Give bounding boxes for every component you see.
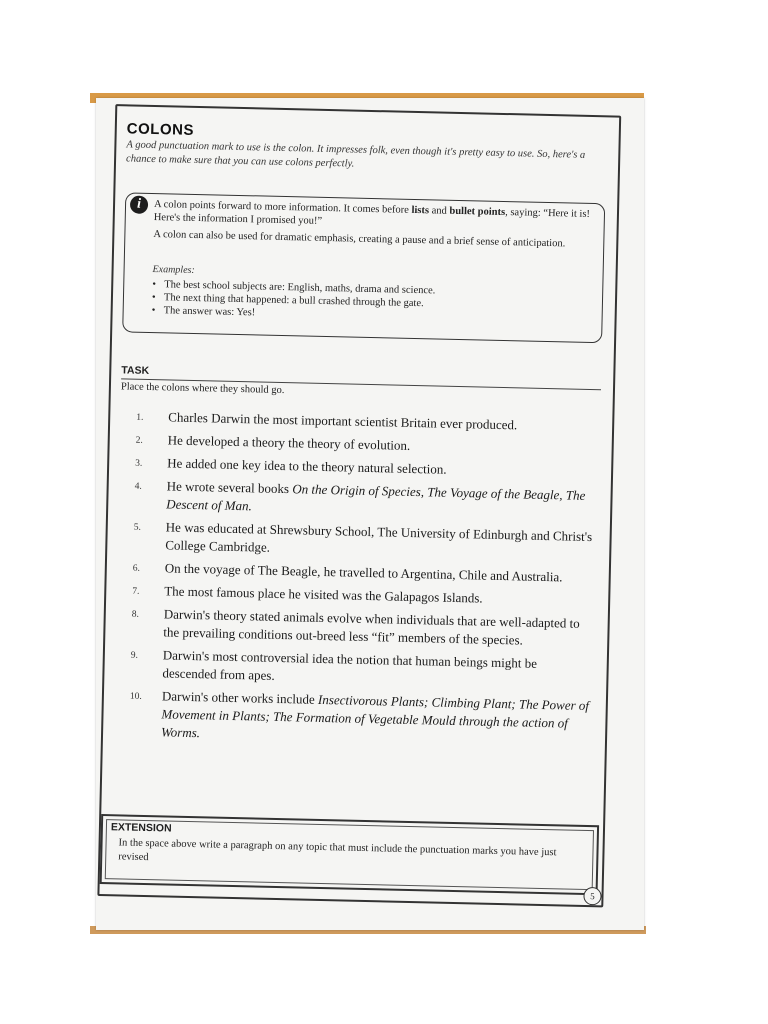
page-number: 5 — [583, 887, 601, 905]
task-item-italic-text: On the Origin of Species, The Voyage of the Beagle, The Descent of Man. — [166, 481, 586, 514]
example-item: • The answer was: Yes! — [152, 304, 435, 323]
task-heading: TASK — [121, 364, 150, 377]
examples-list — [152, 278, 436, 323]
info-line-1-end: , saying: “Here it is! Here's the information I promised you!” — [153, 207, 591, 227]
task-item-italic-text: Insectivorous Plants; Climbing Plant; The Power of Movement in Plants; The Formation of Vegetable Mould through the action of Worms. — [160, 691, 590, 741]
task-item-text: On the voyage of The Beagle, he travelled to Argentina, Chile and Australia. — [164, 560, 563, 585]
worksheet-page — [96, 98, 644, 930]
task-item-text: Darwin's most controversial idea the notion that human beings might be descended from apes. — [162, 647, 538, 683]
task-item-number: 10. — [129, 691, 142, 702]
task-item — [134, 477, 595, 523]
info-box — [122, 192, 605, 343]
task-item-text: The most famous place he visited was the Galapagos Islands. — [164, 583, 483, 606]
task-item-text: He developed a theory the theory of evolution. — [167, 432, 411, 453]
info-bold-bullet-points: bullet points — [449, 205, 506, 219]
task-item-number: 8. — [131, 609, 140, 620]
task-item-number: 2. — [135, 435, 143, 446]
info-line-1-start: A colon points forward to more information. It comes before — [153, 199, 412, 216]
task-item-number: 9. — [130, 650, 139, 661]
task-item-number: 3. — [135, 458, 143, 469]
task-item-text: Charles Darwin the most important scientist Britain ever produced. — [168, 409, 518, 433]
task-item-text: He was educated at Shrewsbury School, The University of Edinburgh and Christ's College Cambridge. — [165, 519, 593, 555]
task-item-number: 5. — [133, 522, 141, 533]
task-item — [131, 605, 592, 651]
info-icon: i — [130, 196, 148, 214]
example-item: • The best school subjects are: English, maths, drama and science. — [152, 278, 435, 297]
info-body — [153, 198, 594, 255]
extension-heading: EXTENSION — [110, 821, 172, 835]
extension-text: In the space above write a paragraph on any topic that must include the punctuation marks you have just revised — [118, 837, 557, 864]
task-item — [129, 687, 590, 751]
task-item — [133, 518, 594, 564]
examples-label: Examples: — [152, 264, 195, 276]
info-line-2: A colon can also be used for dramatic emphasis, creating a pause and a brief sense of anticipation. — [153, 229, 566, 250]
task-item-number: 4. — [134, 481, 142, 492]
task-list — [129, 408, 597, 756]
task-item-number: 6. — [132, 563, 141, 574]
task-item-text: He wrote several books — [166, 478, 293, 497]
task-item-number: 7. — [132, 586, 140, 597]
info-bold-lists: lists — [411, 204, 430, 217]
task-instruction: Place the colons where they should go. — [120, 381, 285, 397]
worksheet-content — [85, 92, 652, 936]
task-item-text: He added one key idea to the theory natural selection. — [167, 455, 447, 477]
page-title: COLONS — [126, 120, 195, 139]
task-item-text: Darwin's theory stated animals evolve when individuals that are well-adapted to the prevailing conditions out-breed less “fit” members of the species. — [163, 606, 580, 648]
page-intro: A good punctuation mark to use is the colon. It impresses folk, even though it's pretty easy to use. So, here's a chance to make sure that you can use colons perfectly. — [125, 139, 586, 170]
task-item-text: Darwin's other works include — [161, 688, 319, 707]
example-item: • The next thing that happened: a bull crashed through the gate. — [152, 291, 435, 310]
task-item-number: 1. — [136, 412, 144, 423]
extension-box — [100, 814, 599, 895]
task-item — [130, 646, 591, 692]
info-line-1-mid: and — [428, 205, 450, 217]
